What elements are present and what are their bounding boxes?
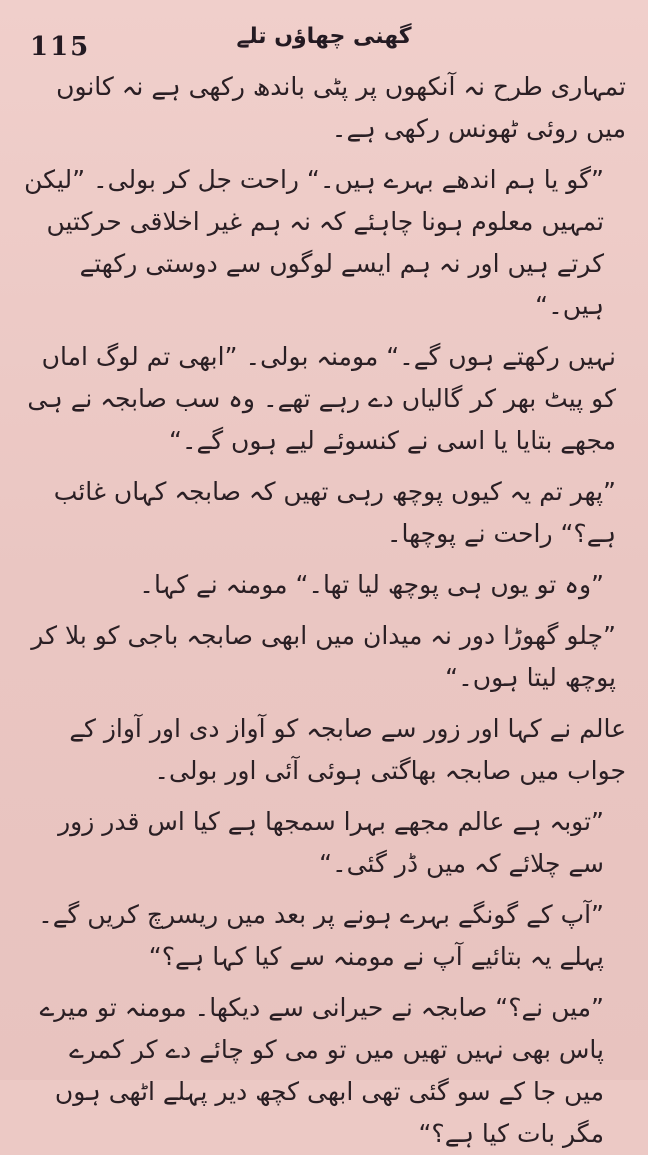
paragraph: ”پھر تم یہ کیوں پوچھ رہی تھیں کہ صابجہ کہاں غائب ہے؟“ راحت نے پوچھا۔	[53, 477, 616, 548]
paragraph: نہیں رکھتے ہوں گے۔“ مومنہ بولی۔ ”ابھی تم لوگ اماں کو پیٹ بھر کر گالیاں دے رہے تھے۔ وہ سب صابجہ نے ہی مجھے بتایا یا اسی نے کنسوئے لیے ہوں گے۔“	[27, 342, 616, 455]
paragraph: ”میں نے؟“ صابجہ نے حیرانی سے دیکھا۔ مومنہ تو میرے پاس بھی نہیں تھیں میں تو می کو چائے دے کر کمرے میں جا کے سو گئی تھی ابھی کچھ دیر پہلے اٹھی ہوں مگر بات کیا ہے؟“	[39, 993, 604, 1148]
paragraph: تمہاری طرح نہ آنکھوں پر پٹی باندھ رکھی ہے نہ کانوں میں روئی ٹھونس رکھی ہے۔	[56, 72, 626, 143]
page-number: 115	[30, 32, 91, 62]
paragraph: ”توبہ ہے عالم مجھے بہرا سمجھا ہے کیا اس قدر زور سے چلائے کہ میں ڈر گئی۔“	[58, 807, 604, 878]
paragraph: ”آپ کے گونگے بہرے ہونے پر بعد میں ریسرچ کریں گے۔ پہلے یہ بتائیے آپ نے مومنہ سے کیا کہا ہے؟“	[38, 900, 604, 971]
page-body	[22, 66, 626, 1155]
page-header	[22, 14, 626, 66]
paragraph: ”گو یا ہم اندھے بہرے ہیں۔“ راحت جل کر بولی۔ ”لیکن تمہیں معلوم ہونا چاہئے کہ نہ ہم غیر اخلاقی حرکتیں کرتے ہیں اور نہ ہم ایسے لوگوں سے دوستی رکھتے ہیں۔“	[24, 165, 604, 320]
running-title: گھنی چھاؤں تلے	[236, 24, 412, 49]
paragraph: ”وہ تو یوں ہی پوچھ لیا تھا۔“ مومنہ نے کہا۔	[139, 570, 604, 599]
paragraph: عالم نے کہا اور زور سے صابجہ کو آواز دی اور آواز کے جواب میں صابجہ بھاگتی ہوئی آئی اور بولی۔	[69, 714, 626, 785]
paragraph: ”چلو گھوڑا دور نہ میدان میں ابھی صابجہ باجی کو بلا کر پوچھ لیتا ہوں۔“	[31, 621, 616, 692]
